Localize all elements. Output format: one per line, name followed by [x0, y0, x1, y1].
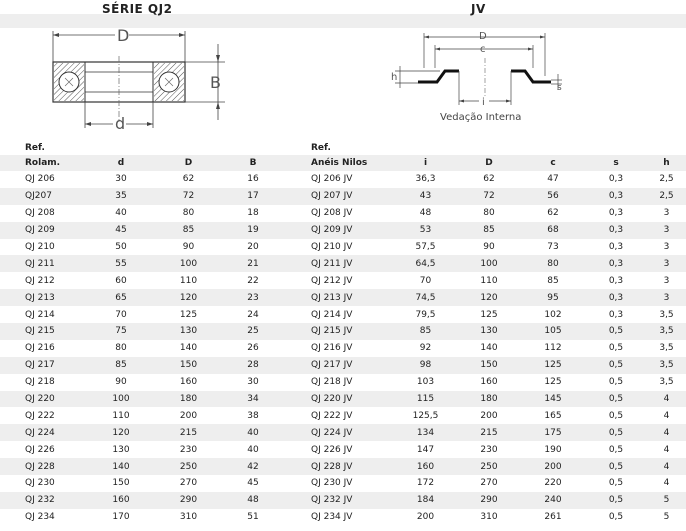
cell-rolam: QJ 210: [0, 239, 85, 256]
cell-D-ring: 125: [457, 306, 521, 323]
table-row: [0, 255, 686, 272]
table-row: [0, 171, 686, 188]
cell-d: 65: [85, 289, 157, 306]
cell-s: 0,5: [585, 441, 647, 458]
dim-label-D-right: D: [479, 31, 487, 42]
cell-h: 3,5: [647, 340, 686, 357]
cell-D: 230: [157, 441, 220, 458]
cell-D-ring: 90: [457, 239, 521, 256]
cell-rolam: QJ 212: [0, 272, 85, 289]
cell-i: 125,5: [394, 407, 457, 424]
cell-s: 0,3: [585, 272, 647, 289]
cell-s: 0,3: [585, 239, 647, 256]
cell-c: 175: [521, 424, 585, 441]
cell-D-ring: 230: [457, 441, 521, 458]
cell-B: 34: [220, 391, 286, 408]
ref-label-row: [0, 141, 686, 155]
dim-label-D: D: [117, 26, 130, 45]
table-row: [0, 323, 686, 340]
cell-rolam: QJ 214: [0, 306, 85, 323]
cell-B: 20: [220, 239, 286, 256]
cell-D: 215: [157, 424, 220, 441]
cell-s: 0,3: [585, 205, 647, 222]
table-row: [0, 407, 686, 424]
cell-s: 0,5: [585, 357, 647, 374]
cell-B: 16: [220, 171, 286, 188]
cell-B: 51: [220, 509, 286, 526]
cell-i: 103: [394, 374, 457, 391]
cell-s: 0,3: [585, 222, 647, 239]
cell-s: 0,5: [585, 492, 647, 509]
cell-B: 17: [220, 188, 286, 205]
cell-aneis-nilos: QJ 207 JV: [286, 188, 394, 205]
cell-D-ring: 180: [457, 391, 521, 408]
cell-rolam: QJ 216: [0, 340, 85, 357]
cell-B: 22: [220, 272, 286, 289]
cell-aneis-nilos: QJ 211 JV: [286, 255, 394, 272]
cell-D: 130: [157, 323, 220, 340]
cell-aneis-nilos: QJ 213 JV: [286, 289, 394, 306]
cell-D: 72: [157, 188, 220, 205]
table-row: [0, 458, 686, 475]
cell-i: 70: [394, 272, 457, 289]
cell-aneis-nilos: QJ 230 JV: [286, 475, 394, 492]
cell-B: 28: [220, 357, 286, 374]
cell-D: 250: [157, 458, 220, 475]
cell-c: 105: [521, 323, 585, 340]
cell-s: 0,3: [585, 171, 647, 188]
cell-c: 165: [521, 407, 585, 424]
cell-d: 40: [85, 205, 157, 222]
cell-s: 0,3: [585, 289, 647, 306]
cell-i: 172: [394, 475, 457, 492]
cell-rolam: QJ 228: [0, 458, 85, 475]
cell-rolam: QJ 209: [0, 222, 85, 239]
cell-aneis-nilos: QJ 206 JV: [286, 171, 394, 188]
cell-c: 125: [521, 357, 585, 374]
table-row: [0, 424, 686, 441]
cell-i: 85: [394, 323, 457, 340]
cell-c: 220: [521, 475, 585, 492]
cell-c: 145: [521, 391, 585, 408]
cell-d: 120: [85, 424, 157, 441]
cell-D: 180: [157, 391, 220, 408]
cell-c: 95: [521, 289, 585, 306]
table-row: [0, 340, 686, 357]
cell-aneis-nilos: QJ 218 JV: [286, 374, 394, 391]
cell-D-ring: 250: [457, 458, 521, 475]
cell-d: 55: [85, 255, 157, 272]
cell-D: 120: [157, 289, 220, 306]
cell-i: 160: [394, 458, 457, 475]
dim-label-B: B: [210, 73, 221, 92]
header-D: D: [157, 155, 220, 171]
cell-aneis-nilos: QJ 214 JV: [286, 306, 394, 323]
cell-h: 4: [647, 475, 686, 492]
cell-d: 130: [85, 441, 157, 458]
cell-s: 0,5: [585, 407, 647, 424]
series-title: SÉRIE QJ2: [102, 2, 173, 16]
cell-h: 4: [647, 441, 686, 458]
dim-label-i: i: [482, 97, 485, 108]
cell-i: 92: [394, 340, 457, 357]
bearing-cross-section-diagram: [30, 22, 250, 134]
header-B: B: [220, 155, 286, 171]
header-i: i: [394, 155, 457, 171]
cell-aneis-nilos: QJ 212 JV: [286, 272, 394, 289]
cell-d: 170: [85, 509, 157, 526]
cell-c: 85: [521, 272, 585, 289]
cell-D: 85: [157, 222, 220, 239]
cell-B: 40: [220, 424, 286, 441]
cell-i: 184: [394, 492, 457, 509]
cell-s: 0,5: [585, 475, 647, 492]
cell-D: 160: [157, 374, 220, 391]
cell-aneis-nilos: QJ 215 JV: [286, 323, 394, 340]
cell-s: 0,5: [585, 391, 647, 408]
cell-i: 64,5: [394, 255, 457, 272]
cell-rolam: QJ 213: [0, 289, 85, 306]
ref-label-left: Ref.: [25, 143, 45, 153]
cell-rolam: QJ 206: [0, 171, 85, 188]
cell-i: 98: [394, 357, 457, 374]
cell-h: 4: [647, 458, 686, 475]
cell-D-ring: 85: [457, 222, 521, 239]
cell-h: 2,5: [647, 188, 686, 205]
cell-aneis-nilos: QJ 226 JV: [286, 441, 394, 458]
cell-d: 30: [85, 171, 157, 188]
cell-D: 90: [157, 239, 220, 256]
cell-rolam: QJ 230: [0, 475, 85, 492]
table-row: [0, 357, 686, 374]
header-d: d: [85, 155, 157, 171]
cell-rolam: QJ 220: [0, 391, 85, 408]
cell-D-ring: 140: [457, 340, 521, 357]
cell-B: 26: [220, 340, 286, 357]
cell-h: 3,5: [647, 357, 686, 374]
diagram-caption: Vedação Interna: [440, 112, 522, 123]
table-row: [0, 475, 686, 492]
cell-aneis-nilos: QJ 228 JV: [286, 458, 394, 475]
cell-D: 62: [157, 171, 220, 188]
table-row: [0, 205, 686, 222]
cell-D-ring: 270: [457, 475, 521, 492]
cell-D: 200: [157, 407, 220, 424]
cell-c: 68: [521, 222, 585, 239]
cell-aneis-nilos: QJ 234 JV: [286, 509, 394, 526]
cell-B: 38: [220, 407, 286, 424]
cell-aneis-nilos: QJ 210 JV: [286, 239, 394, 256]
cell-D-ring: 110: [457, 272, 521, 289]
cell-i: 79,5: [394, 306, 457, 323]
cell-d: 45: [85, 222, 157, 239]
cell-D-ring: 310: [457, 509, 521, 526]
table-row: [0, 272, 686, 289]
table-row: [0, 391, 686, 408]
cell-D-ring: 160: [457, 374, 521, 391]
cell-d: 90: [85, 374, 157, 391]
cell-D-ring: 200: [457, 407, 521, 424]
cell-D-ring: 150: [457, 357, 521, 374]
cell-D: 80: [157, 205, 220, 222]
cell-d: 85: [85, 357, 157, 374]
cell-d: 75: [85, 323, 157, 340]
cell-i: 48: [394, 205, 457, 222]
header-h: h: [647, 155, 686, 171]
ref-label-right: Ref.: [311, 143, 331, 153]
cell-d: 110: [85, 407, 157, 424]
cell-i: 74,5: [394, 289, 457, 306]
cell-c: 112: [521, 340, 585, 357]
table-row: [0, 441, 686, 458]
cell-rolam: QJ 232: [0, 492, 85, 509]
cell-aneis-nilos: QJ 220 JV: [286, 391, 394, 408]
cell-i: 36,3: [394, 171, 457, 188]
cell-d: 100: [85, 391, 157, 408]
table-row: [0, 222, 686, 239]
cell-D: 270: [157, 475, 220, 492]
table-row: [0, 306, 686, 323]
cell-s: 0,5: [585, 509, 647, 526]
cell-h: 5: [647, 509, 686, 526]
cell-c: 261: [521, 509, 585, 526]
cell-rolam: QJ 226: [0, 441, 85, 458]
cell-aneis-nilos: QJ 216 JV: [286, 340, 394, 357]
header-D-ring: D: [457, 155, 521, 171]
specification-table: [0, 141, 686, 526]
cell-D: 125: [157, 306, 220, 323]
cell-s: 0,5: [585, 323, 647, 340]
cell-h: 4: [647, 424, 686, 441]
cell-rolam: QJ 218: [0, 374, 85, 391]
cell-aneis-nilos: QJ 208 JV: [286, 205, 394, 222]
cell-B: 45: [220, 475, 286, 492]
cell-rolam: QJ207: [0, 188, 85, 205]
cell-D: 140: [157, 340, 220, 357]
cell-d: 70: [85, 306, 157, 323]
cell-i: 200: [394, 509, 457, 526]
dim-label-c: c: [480, 44, 486, 55]
cell-d: 50: [85, 239, 157, 256]
table-row: [0, 239, 686, 256]
cell-c: 56: [521, 188, 585, 205]
cell-s: 0,5: [585, 458, 647, 475]
cell-h: 3: [647, 289, 686, 306]
cell-d: 140: [85, 458, 157, 475]
cell-h: 3: [647, 239, 686, 256]
cell-B: 21: [220, 255, 286, 272]
cell-c: 102: [521, 306, 585, 323]
cell-d: 60: [85, 272, 157, 289]
cell-s: 0,5: [585, 424, 647, 441]
cell-d: 35: [85, 188, 157, 205]
table-row: [0, 492, 686, 509]
cell-D-ring: 62: [457, 171, 521, 188]
cell-D: 310: [157, 509, 220, 526]
cell-i: 134: [394, 424, 457, 441]
cell-rolam: QJ 217: [0, 357, 85, 374]
cell-h: 2,5: [647, 171, 686, 188]
cell-h: 3: [647, 272, 686, 289]
cell-i: 43: [394, 188, 457, 205]
cell-h: 3: [647, 222, 686, 239]
cell-h: 3,5: [647, 374, 686, 391]
dim-label-s: s: [557, 83, 562, 93]
cell-B: 25: [220, 323, 286, 340]
cell-s: 0,3: [585, 255, 647, 272]
cell-B: 48: [220, 492, 286, 509]
header-rolam: Rolam.: [0, 155, 85, 171]
header-row: [0, 155, 686, 171]
cell-h: 3: [647, 255, 686, 272]
cell-rolam: QJ 234: [0, 509, 85, 526]
cell-aneis-nilos: QJ 232 JV: [286, 492, 394, 509]
table-row: [0, 289, 686, 306]
cell-B: 19: [220, 222, 286, 239]
table-row: [0, 509, 686, 526]
cell-h: 4: [647, 391, 686, 408]
cell-c: 47: [521, 171, 585, 188]
cell-d: 150: [85, 475, 157, 492]
cell-h: 3,5: [647, 323, 686, 340]
dim-label-d: d: [115, 114, 126, 133]
cell-B: 18: [220, 205, 286, 222]
cell-i: 57,5: [394, 239, 457, 256]
cell-B: 23: [220, 289, 286, 306]
cell-c: 200: [521, 458, 585, 475]
cell-rolam: QJ 211: [0, 255, 85, 272]
cell-i: 115: [394, 391, 457, 408]
header-aneis-nilos: Anéis Nilos: [286, 155, 394, 171]
cell-rolam: QJ 208: [0, 205, 85, 222]
cell-d: 160: [85, 492, 157, 509]
cell-D-ring: 72: [457, 188, 521, 205]
cell-i: 147: [394, 441, 457, 458]
table-row: [0, 374, 686, 391]
cell-aneis-nilos: QJ 217 JV: [286, 357, 394, 374]
cell-D: 100: [157, 255, 220, 272]
cell-s: 0,3: [585, 188, 647, 205]
cell-c: 240: [521, 492, 585, 509]
cell-s: 0,3: [585, 306, 647, 323]
cell-rolam: QJ 222: [0, 407, 85, 424]
cell-D: 150: [157, 357, 220, 374]
cell-aneis-nilos: QJ 224 JV: [286, 424, 394, 441]
cell-c: 190: [521, 441, 585, 458]
cell-h: 3,5: [647, 306, 686, 323]
cell-s: 0,5: [585, 340, 647, 357]
cell-D-ring: 215: [457, 424, 521, 441]
cell-rolam: QJ 215: [0, 323, 85, 340]
cell-D-ring: 80: [457, 205, 521, 222]
cell-h: 5: [647, 492, 686, 509]
cell-h: 4: [647, 407, 686, 424]
cell-c: 80: [521, 255, 585, 272]
cell-B: 40: [220, 441, 286, 458]
cell-D: 110: [157, 272, 220, 289]
cell-B: 24: [220, 306, 286, 323]
cell-c: 73: [521, 239, 585, 256]
cell-h: 3: [647, 205, 686, 222]
cell-rolam: QJ 224: [0, 424, 85, 441]
cell-D: 290: [157, 492, 220, 509]
jv-title: JV: [471, 2, 486, 16]
cell-c: 62: [521, 205, 585, 222]
cell-c: 125: [521, 374, 585, 391]
header-c: c: [521, 155, 585, 171]
cell-D-ring: 120: [457, 289, 521, 306]
table-row: [0, 188, 686, 205]
nilos-ring-diagram: [385, 28, 570, 128]
header-s: s: [585, 155, 647, 171]
cell-aneis-nilos: QJ 222 JV: [286, 407, 394, 424]
cell-s: 0,5: [585, 374, 647, 391]
cell-i: 53: [394, 222, 457, 239]
dim-label-h: h: [391, 72, 398, 83]
cell-D-ring: 130: [457, 323, 521, 340]
cell-B: 42: [220, 458, 286, 475]
cell-aneis-nilos: QJ 209 JV: [286, 222, 394, 239]
cell-D-ring: 100: [457, 255, 521, 272]
cell-B: 30: [220, 374, 286, 391]
cell-d: 80: [85, 340, 157, 357]
cell-D-ring: 290: [457, 492, 521, 509]
